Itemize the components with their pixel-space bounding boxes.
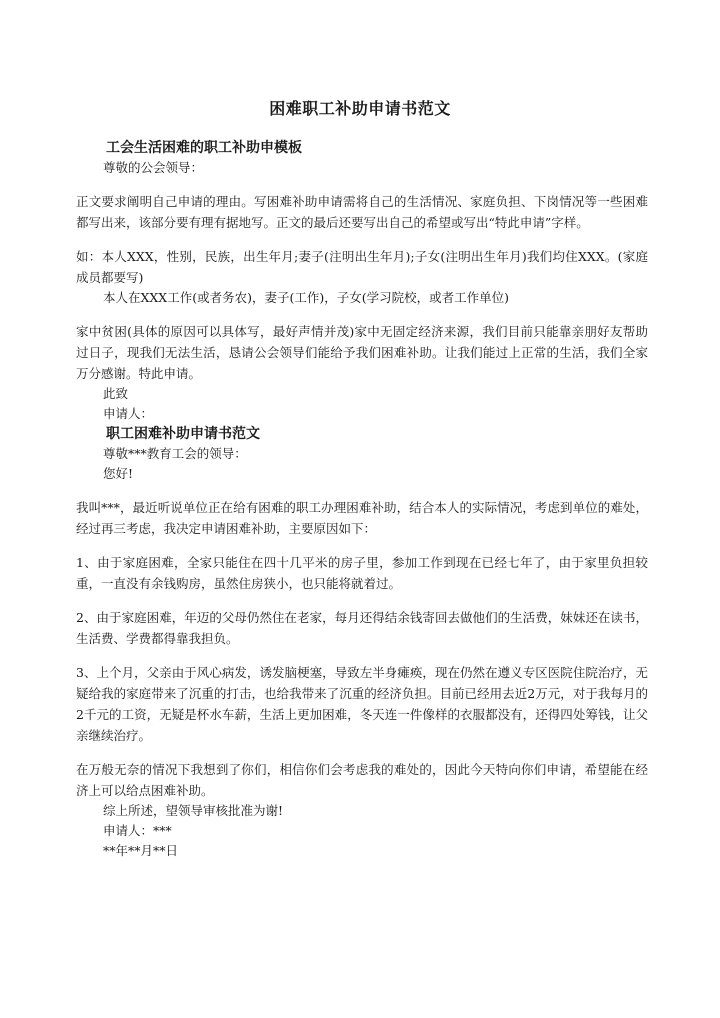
paragraph-reason-2: 2、由于家庭困难，年迈的父母仍然住在老家，每月还得结余钱寄回去做他们的生活费，妹妹还在读书，生活费、学费都得靠我担负。 xyxy=(76,610,648,646)
paragraph-request: 在万般无奈的情况下我想到了你们，相信你们会考虑我的难处的，因此今天特向你们申请，希望能在经济上可以给点困难补助。 xyxy=(76,762,648,798)
paragraph-intro: 我叫***，最近听说单位正在给有困难的职工办理困难补助，结合本人的实际情况，考虑到单位的难处，经过再三考虑，我决定申请困难补助，主要原因如下： xyxy=(76,500,648,536)
section-heading-sample: 职工困难补助申请书范文 xyxy=(106,426,260,442)
document-body xyxy=(76,138,648,861)
paragraph-instructions: 正文要求阐明自己申请的理由。写困难补助申请需将自己的生活情况、家庭负担、下岗情况等一些困难都写出来，该部分要有理有据地写。正文的最后还要写出自己的希望或写出“特此申请”字样。 xyxy=(76,194,648,230)
salutation: 尊敬***教育工会的领导： xyxy=(103,446,247,461)
page-title: 困难职工补助申请书范文 xyxy=(269,99,451,118)
greeting: 您好! xyxy=(103,466,134,481)
date-line: **年**月**日 xyxy=(103,843,179,858)
closing-salute: 此致 xyxy=(103,386,129,401)
paragraph-work-info: 本人在XXX工作(或者务农)，妻子(工作)，子女(学习院校，或者工作单位) xyxy=(103,290,509,305)
applicant-signature: 申请人：*** xyxy=(103,823,172,838)
closing-line: 综上所述，望领导审核批准为谢! xyxy=(103,803,284,818)
salutation: 尊敬的公会领导： xyxy=(103,160,204,175)
paragraph-family-info: 如：本人XXX，性别，民族，出生年月;妻子(注明出生年月);子女(注明出生年月)我们均住XXX。(家庭成员都要写) xyxy=(76,249,648,285)
paragraph-reason-1: 1、由于家庭困难，全家只能住在四十几平米的房子里，参加工作到现在已经七年了，由于家里负担较重，一直没有余钱购房，虽然住房狭小，也只能将就着过。 xyxy=(76,555,648,591)
paragraph-reason-3: 3、上个月，父亲由于风心病发，诱发脑梗塞，导致左半身瘫痪，现在仍然在遵义专区医院住院治疗，无疑给我的家庭带来了沉重的打击，也给我带来了沉重的经济负担。目前已经用去近2万元，对于我每月的2千元的工资，无疑是杯水车薪，生活上更加困难，冬天连一件像样的衣服都没有，还得四处筹钱，让父亲继续治疗。 xyxy=(76,665,648,743)
applicant-label: 申请人： xyxy=(103,406,154,421)
section-heading-template: 工会生活困难的职工补助申模板 xyxy=(106,140,302,156)
paragraph-hardship: 家中贫困(具体的原因可以具体写，最好声情并茂)家中无固定经济来源，我们目前只能靠亲朋好友帮助过日子，现我们无法生活，恳请公会领导们能给予我们困难补助。让我们能过上正常的生活，我们全家万分感谢。特此申请。 xyxy=(76,324,648,381)
